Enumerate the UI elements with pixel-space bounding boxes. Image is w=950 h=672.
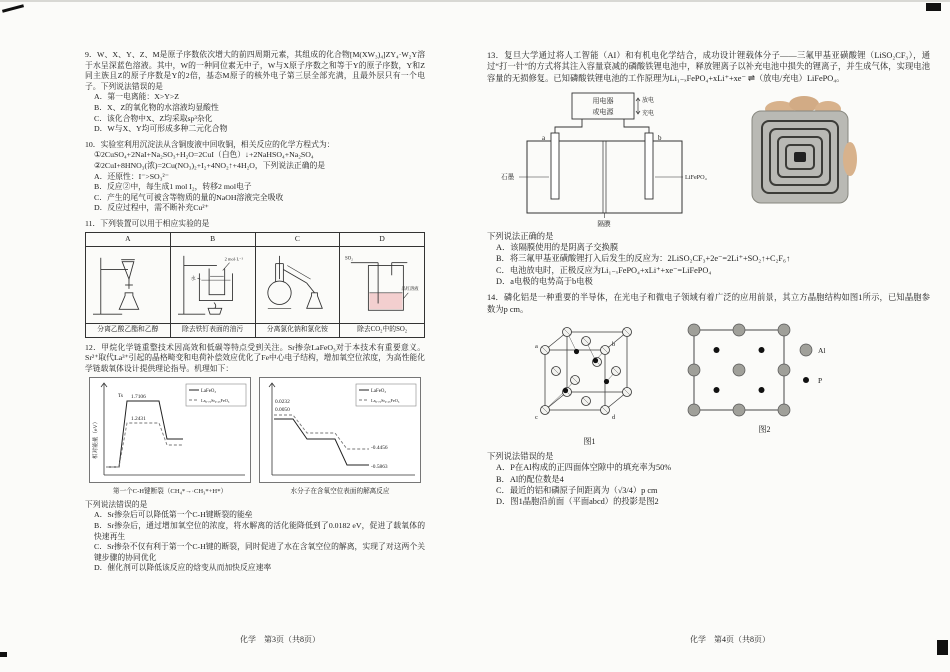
question-10-equation-2: ②2CuI+8HNO₃(浓)=2Cu(NO₃)₂+I₂+4NO₂↑+4H₂O，下列说法正确的是 [94,160,326,170]
question-12 [85,343,425,574]
oil-removal-heating-diagram [173,250,253,320]
naoh-concentration-label: 2 mol·L⁻¹ [224,256,243,262]
question-14-option-a: A．P在Al构成的正四面体空隙中的填充率为50% [496,463,672,473]
lifepo4-label: LiFePO₄ [685,173,707,181]
question-14-option-b: B．Al的配位数是4 [496,474,564,484]
question-9 [85,50,425,135]
water-label: 水 [190,275,196,282]
scan-artifact [0,652,7,657]
water-dissociation-energy-chart [259,377,421,483]
device-label-line1: 用电器 [592,96,614,105]
question-13-ask: 下列说法正确的是 [487,231,554,241]
separator-label: 隔膜 [597,220,611,228]
apparatus-caption-d: 除去CO₂中的SO₂ [340,323,425,337]
apparatus-header-c: C [255,232,340,246]
question-11-stem: 11．下列装置可以用于相应实验的是 [85,218,210,228]
battery-figures [497,89,930,227]
question-10-option-b: B．反应②中，每生成1 mol I₂，转移2 mol电子 [94,182,252,192]
figure-1-caption: 图1 [583,437,596,447]
chart1-ylabel: 相对能量（eV） [93,419,99,460]
electrode-a-label: a [542,133,546,142]
question-9-option-c: C．该化合物中X、Z均采取sp³杂化 [94,113,213,123]
battery-cell-diagram [497,89,712,227]
page4-footer: 化学 第4页（共8页） [690,635,770,644]
discharge-label: 放电 [642,97,655,104]
cube-corner-d: d [612,413,616,421]
alp-projection-diagram [682,320,847,420]
question-12-option-c: C．Sr掺杂不仅有利于第一个C-H键的断裂，同时促进了水在含氧空位的解离，实现了对这两个关键步骤的协同优化 [94,542,425,562]
question-14-stem: 14．磷化铝是一种重要的半导体，在光电子和微电子领域有着广泛的应用前景，其立方晶胞结构如图1所示，已知晶胞参数为p cm。 [487,293,930,314]
battery-cell-photo [746,89,858,209]
chart2-legend-sr-doped: La₀.₇₅Sr₀.₂₅FeO₃ [371,398,400,404]
apparatus-caption-b: 除去铁钉表面的油污 [170,323,255,337]
alp-unit-cell-diagram [527,320,652,432]
question-12-option-d: D．催化剂可以降低该反应的焓变从而加快反应速率 [94,563,272,573]
apparatus-cell-c [255,246,340,323]
water-dissociation-chart-box [259,377,421,497]
question-12-option-b: B．Sr掺杂后，通过增加氧空位的浓度，将水解离的活化能降低到了0.0182 eV，促进了载氧体的快速再生 [94,521,425,541]
question-10 [85,140,425,214]
chart2-value-1: 0.0232 [275,399,290,406]
page3-footer: 化学 第3页（共8页） [240,635,320,644]
question-10-option-d: D．反应过程中，需不断补充Cu²⁺ [94,203,209,213]
question-9-option-b: B．X、Z的氧化物的水溶液均显酸性 [94,102,219,112]
ch-bond-energy-chart [89,377,251,483]
question-13-stem: 13．复旦大学通过将人工智能（AI）和有机电化学结合，成功设计锂载体分子——三氟甲基亚磺酸锂（LiSO₂CF₃），通过“打一针”的方式将其注入容量衰减的磷酸铁锂电池中，释放锂离子以补充电池中损失的锂离子，并生成气体，实现电池容量的无损修复。已知磷酸铁锂电池的工作原理为Li₁₋ₓFePO₄+xLi⁺+xe⁻ ⇌（放电/充电）LiFePO₄。 [487,51,930,83]
figure-1-column [527,320,652,448]
page4-column [487,50,930,512]
device-label-line2: 或电源 [592,107,614,116]
question-13-option-c: C．电池放电时，正极反应为Li₁₋ₓFePO₄+xLi⁺+xe⁻=LiFePO₄ [496,265,712,275]
question-14-option-c: C．最近的铝和磷原子间距离为（√3/4）p cm [496,485,658,495]
apparatus-header-b: B [170,232,255,246]
page3-column [85,50,425,579]
scan-artifact [2,4,24,13]
question-13-option-b: B．将三氟甲基亚磺酸锂打入后发生的反应为：2LiSO₂CF₃+2e⁻=2Li⁺+SO₂↑+C₂F₆↑ [496,254,791,264]
chart1-legend-sr-doped: La₀.₇₅Sr₀.₂₅FeO₃ [201,398,230,404]
question-13 [487,50,930,287]
question-14 [487,292,930,507]
question-13-option-d: D．a电极的电势高于b电极 [496,276,593,286]
charge-label: 充电 [642,110,655,117]
question-9-stem: 9．W、X、Y、Z、M是原子序数依次增大的前四周期元素，其组成的化合物[M(XW₃)₄]ZY₄·W₂Y溶于水呈深蓝色溶液。其中，W的一种同位素无中子，W与X原子序数之和等于Y的原子序数，Y和Z同主族且Z的原子序数是Y的2倍，基态M原子的核外电子第三层全部充满，且最外层只有一个电子。下列说法错误的是 [85,50,425,91]
question-9-option-a: A．第一电离能：X>Y>Z [94,92,180,102]
chart2-legend-lafeo3: LaFeO₃ [371,389,386,395]
figure-2-column [682,320,847,436]
figure-2-caption: 图2 [758,425,771,435]
apparatus-image-row [86,246,425,323]
scan-artifact [926,3,941,11]
apparatus-caption-c: 分离氯化钠和氯化铵 [255,323,340,337]
chart2-value-3: -0.4456 [371,445,388,452]
distillation-diagram [257,250,337,320]
separating-funnel-diagram [88,250,168,320]
apparatus-cell-d [340,246,425,323]
chart2-value-2: 0.0050 [275,407,290,414]
cube-corner-b: b [612,340,616,348]
chart1-caption: 第一个C-H键断裂（CH₄*→·CH₃*+H*） [112,487,228,495]
question-12-option-a: A．Sr掺杂后可以降低第一个C-H键断裂的能垒 [94,510,253,520]
gas-washing-bottle-diagram [342,250,422,320]
question-10-equation-1: ①2CuSO₄+2NaI+Na₂SO₃+H₂O=2CuI（白色）↓+2NaHSO₄+Na₂SO₄ [94,150,314,160]
apparatus-table [85,232,425,338]
question-10-stem: 10．实验室利用沉淀法从含铜废液中回收铜，相关反应的化学方程式为： [85,139,335,149]
apparatus-cell-a [86,246,171,323]
so2-gas-label: SO₂ [345,256,354,262]
question-12-ask: 下列说法错误的是 [85,499,148,509]
chart2-value-4: -0.5863 [371,464,388,471]
electrode-b-label: b [658,133,662,142]
crystal-figures [527,320,930,448]
apparatus-header-row [86,232,425,246]
chart1-solid-barrier: 1.7106 [131,394,146,401]
legend-p-label: P [818,375,823,385]
ch-bond-chart-box [89,377,251,497]
scan-edge-shadow [0,0,950,2]
energy-diagrams [89,377,425,497]
question-14-ask: 下列说法错误的是 [487,451,554,461]
chart1-legend-lafeo3: LaFeO₃ [201,389,216,395]
question-13-option-a: A．该隔膜使用的是阴离子交换膜 [496,243,619,253]
apparatus-caption-row [86,323,425,337]
question-11 [85,219,425,338]
apparatus-header-d: D [340,232,425,246]
cube-corner-a: a [535,342,538,350]
question-10-option-a: A．还原性：I⁻>SO₃²⁻ [94,171,169,181]
question-12-stem: 12．甲烷化学链重整技术因高效和低碳等特点受到关注。Sr掺杂LaFeO₃对于本技术有重要意义。Sr²⁺取代La³⁺引起的晶格畸变和电荷补偿效应优化了Fe中心电子结构，增加氧空位浓度，为高性能化学链载氧体设计提供理论指导。机理如下： [85,342,425,373]
apparatus-caption-a: 分离乙酸乙酯和乙醇 [86,323,171,337]
graphite-label: 石墨 [501,173,515,181]
cube-corner-c: c [535,413,538,421]
legend-al-label: Al [818,345,826,355]
apparatus-cell-b [170,246,255,323]
chart1-dashed-barrier: 1.2431 [131,416,146,423]
question-14-option-d: D．图1晶胞沿前面（平面abcd）的投影是图2 [496,497,659,507]
fuchsin-solution-label: 品红溶液 [401,285,419,291]
apparatus-header-a: A [86,232,171,246]
question-9-option-d: D．W与X、Y均可形成多种二元化合物 [94,124,228,134]
chart2-caption: 水分子在含氧空位表面的解离反应 [290,487,390,495]
question-10-option-c: C．产生的尾气可被含等物质的量的NaOH溶液完全吸收 [94,192,284,202]
chart1-ts-label: Ts [118,393,124,400]
